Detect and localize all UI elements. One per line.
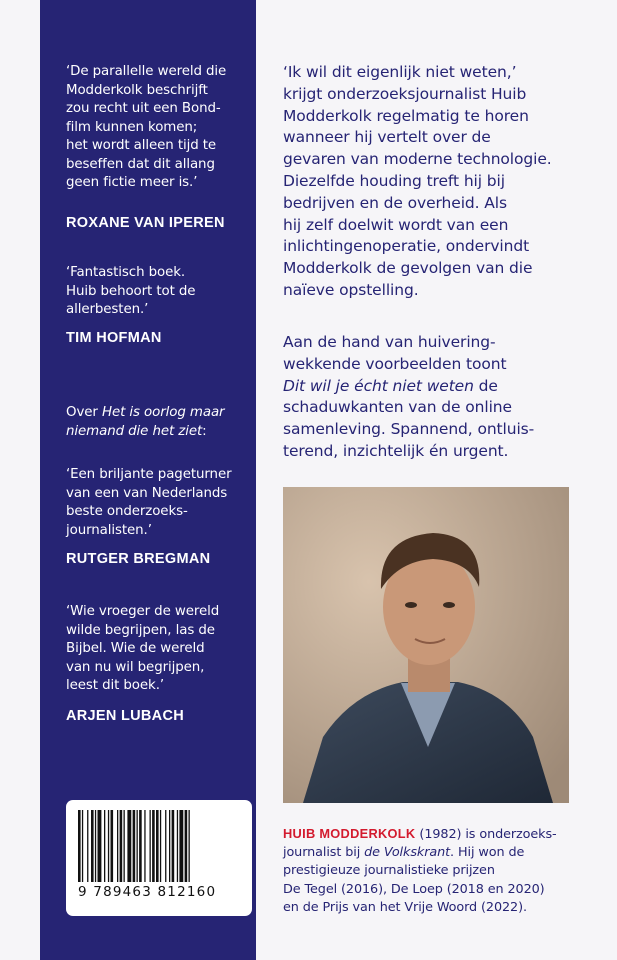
- author-photo: [283, 487, 569, 803]
- barcode-bars-icon: [78, 810, 240, 882]
- barcode: [66, 800, 252, 916]
- newspaper-name: de Volkskrant: [364, 845, 451, 861]
- book-title: Dit wil je écht niet weten: [283, 376, 474, 395]
- quote-4-author: ARJEN LUBACH: [66, 708, 184, 724]
- quote-3-text: ‘Een briljante pageturner van een van Nederlands beste onderzoeks- journalisten.’: [66, 467, 232, 538]
- quote-1-text: ‘De parallelle wereld die Modderkolk beschrijft zou recht uit een Bond- film kunnen komen; het wordt alleen tijd te beseffen dat dit allang geen fictie meer is.’: [66, 64, 227, 190]
- quote-1-author: ROXANE VAN IPEREN: [66, 215, 225, 231]
- previous-book-title: Het is oorlog maar niemand die het ziet: [66, 405, 225, 439]
- quote-2-author: TIM HOFMAN: [66, 330, 162, 346]
- bio-text-2: . Hij won de prestigieuze journalistieke prijzen De Tegel (2016), De Loep (2018 en 2020) en de Prijs van het Vrije Woord (2022).: [283, 845, 545, 915]
- quote-4-text: ‘Wie vroeger de wereld wilde begrijpen, las de Bijbel. Wie de wereld van nu wil begrijpen, leest dit boek.’: [66, 604, 220, 693]
- author-name: HUIB MODDERKOLK: [283, 826, 416, 841]
- blurb-p2-end: de schaduwkanten van de online samenleving. Spannend, ontluis- terend, inzichtelijk én urgent.: [283, 376, 535, 460]
- bio-text-1: (1982) is onderzoeks- journalist bij: [283, 827, 557, 861]
- isbn-number: 9 789463 812160: [78, 884, 217, 900]
- intro-suffix: :: [202, 423, 207, 439]
- blurb-paragraph-1: ‘Ik wil dit eigenlijk niet weten,’ krijgt onderzoeksjournalist Huib Modderkolk regelmatig te horen wanneer hij vertelt over de gevaren van moderne technologie. Diezelfde houding treft hij bij bedrijven en de overheid. Als hij zelf doelwit wordt van een inlichtingenoperatie, ondervindt Modderkolk de gevolgen van die naïeve opstelling.: [283, 63, 552, 299]
- quote-3-author: RUTGER BREGMAN: [66, 551, 211, 567]
- blurb-p2-start: Aan de hand van huivering- wekkende voorbeelden toont: [283, 333, 507, 373]
- quote-2-text: ‘Fantastisch boek. Huib behoort tot de allerbesten.’: [66, 265, 196, 317]
- author-portrait-icon: [283, 487, 569, 803]
- blurb-paragraph-2: [283, 332, 593, 463]
- previous-book-intro: [66, 404, 252, 441]
- quotes-sidebar: [40, 0, 256, 960]
- author-bio: [283, 825, 593, 917]
- intro-prefix: Over: [66, 405, 102, 420]
